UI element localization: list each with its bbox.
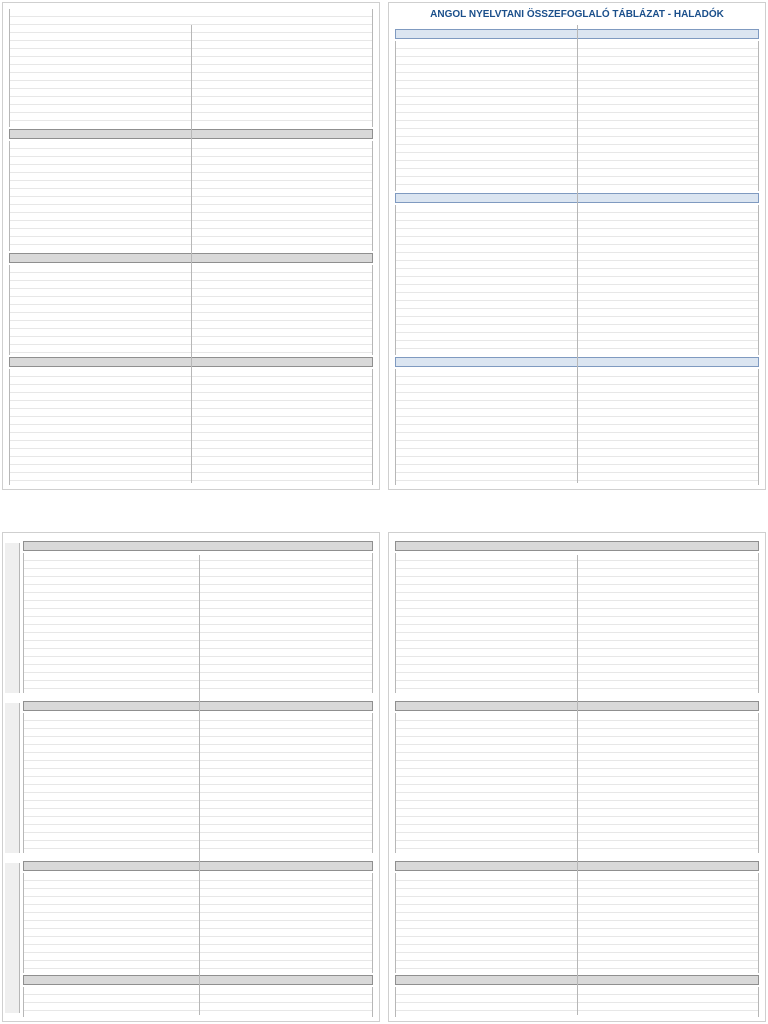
- column-divider: [191, 25, 192, 483]
- present-tenses-side-label: [5, 543, 20, 693]
- present-perfect-header: [395, 541, 759, 551]
- sheet-modals-reported-speech: [2, 2, 380, 490]
- column-divider: [199, 555, 200, 1015]
- column-divider: [577, 555, 578, 1015]
- future-tenses-side-label: [5, 863, 20, 1013]
- past-tenses-side-label: [5, 703, 20, 853]
- sheet-title: ANGOL NYELVTANI ÖSSZEFOGLALÓ TÁBLÁZAT - HALADÓK: [430, 9, 724, 20]
- sheet-conditionals-relative-clauses: [388, 2, 766, 490]
- sheet-simple-continuous-tenses: [2, 532, 380, 1022]
- sheet-perfect-tenses: [388, 532, 766, 1022]
- present-simple-continuous-header: [23, 541, 373, 551]
- column-divider: [577, 25, 578, 483]
